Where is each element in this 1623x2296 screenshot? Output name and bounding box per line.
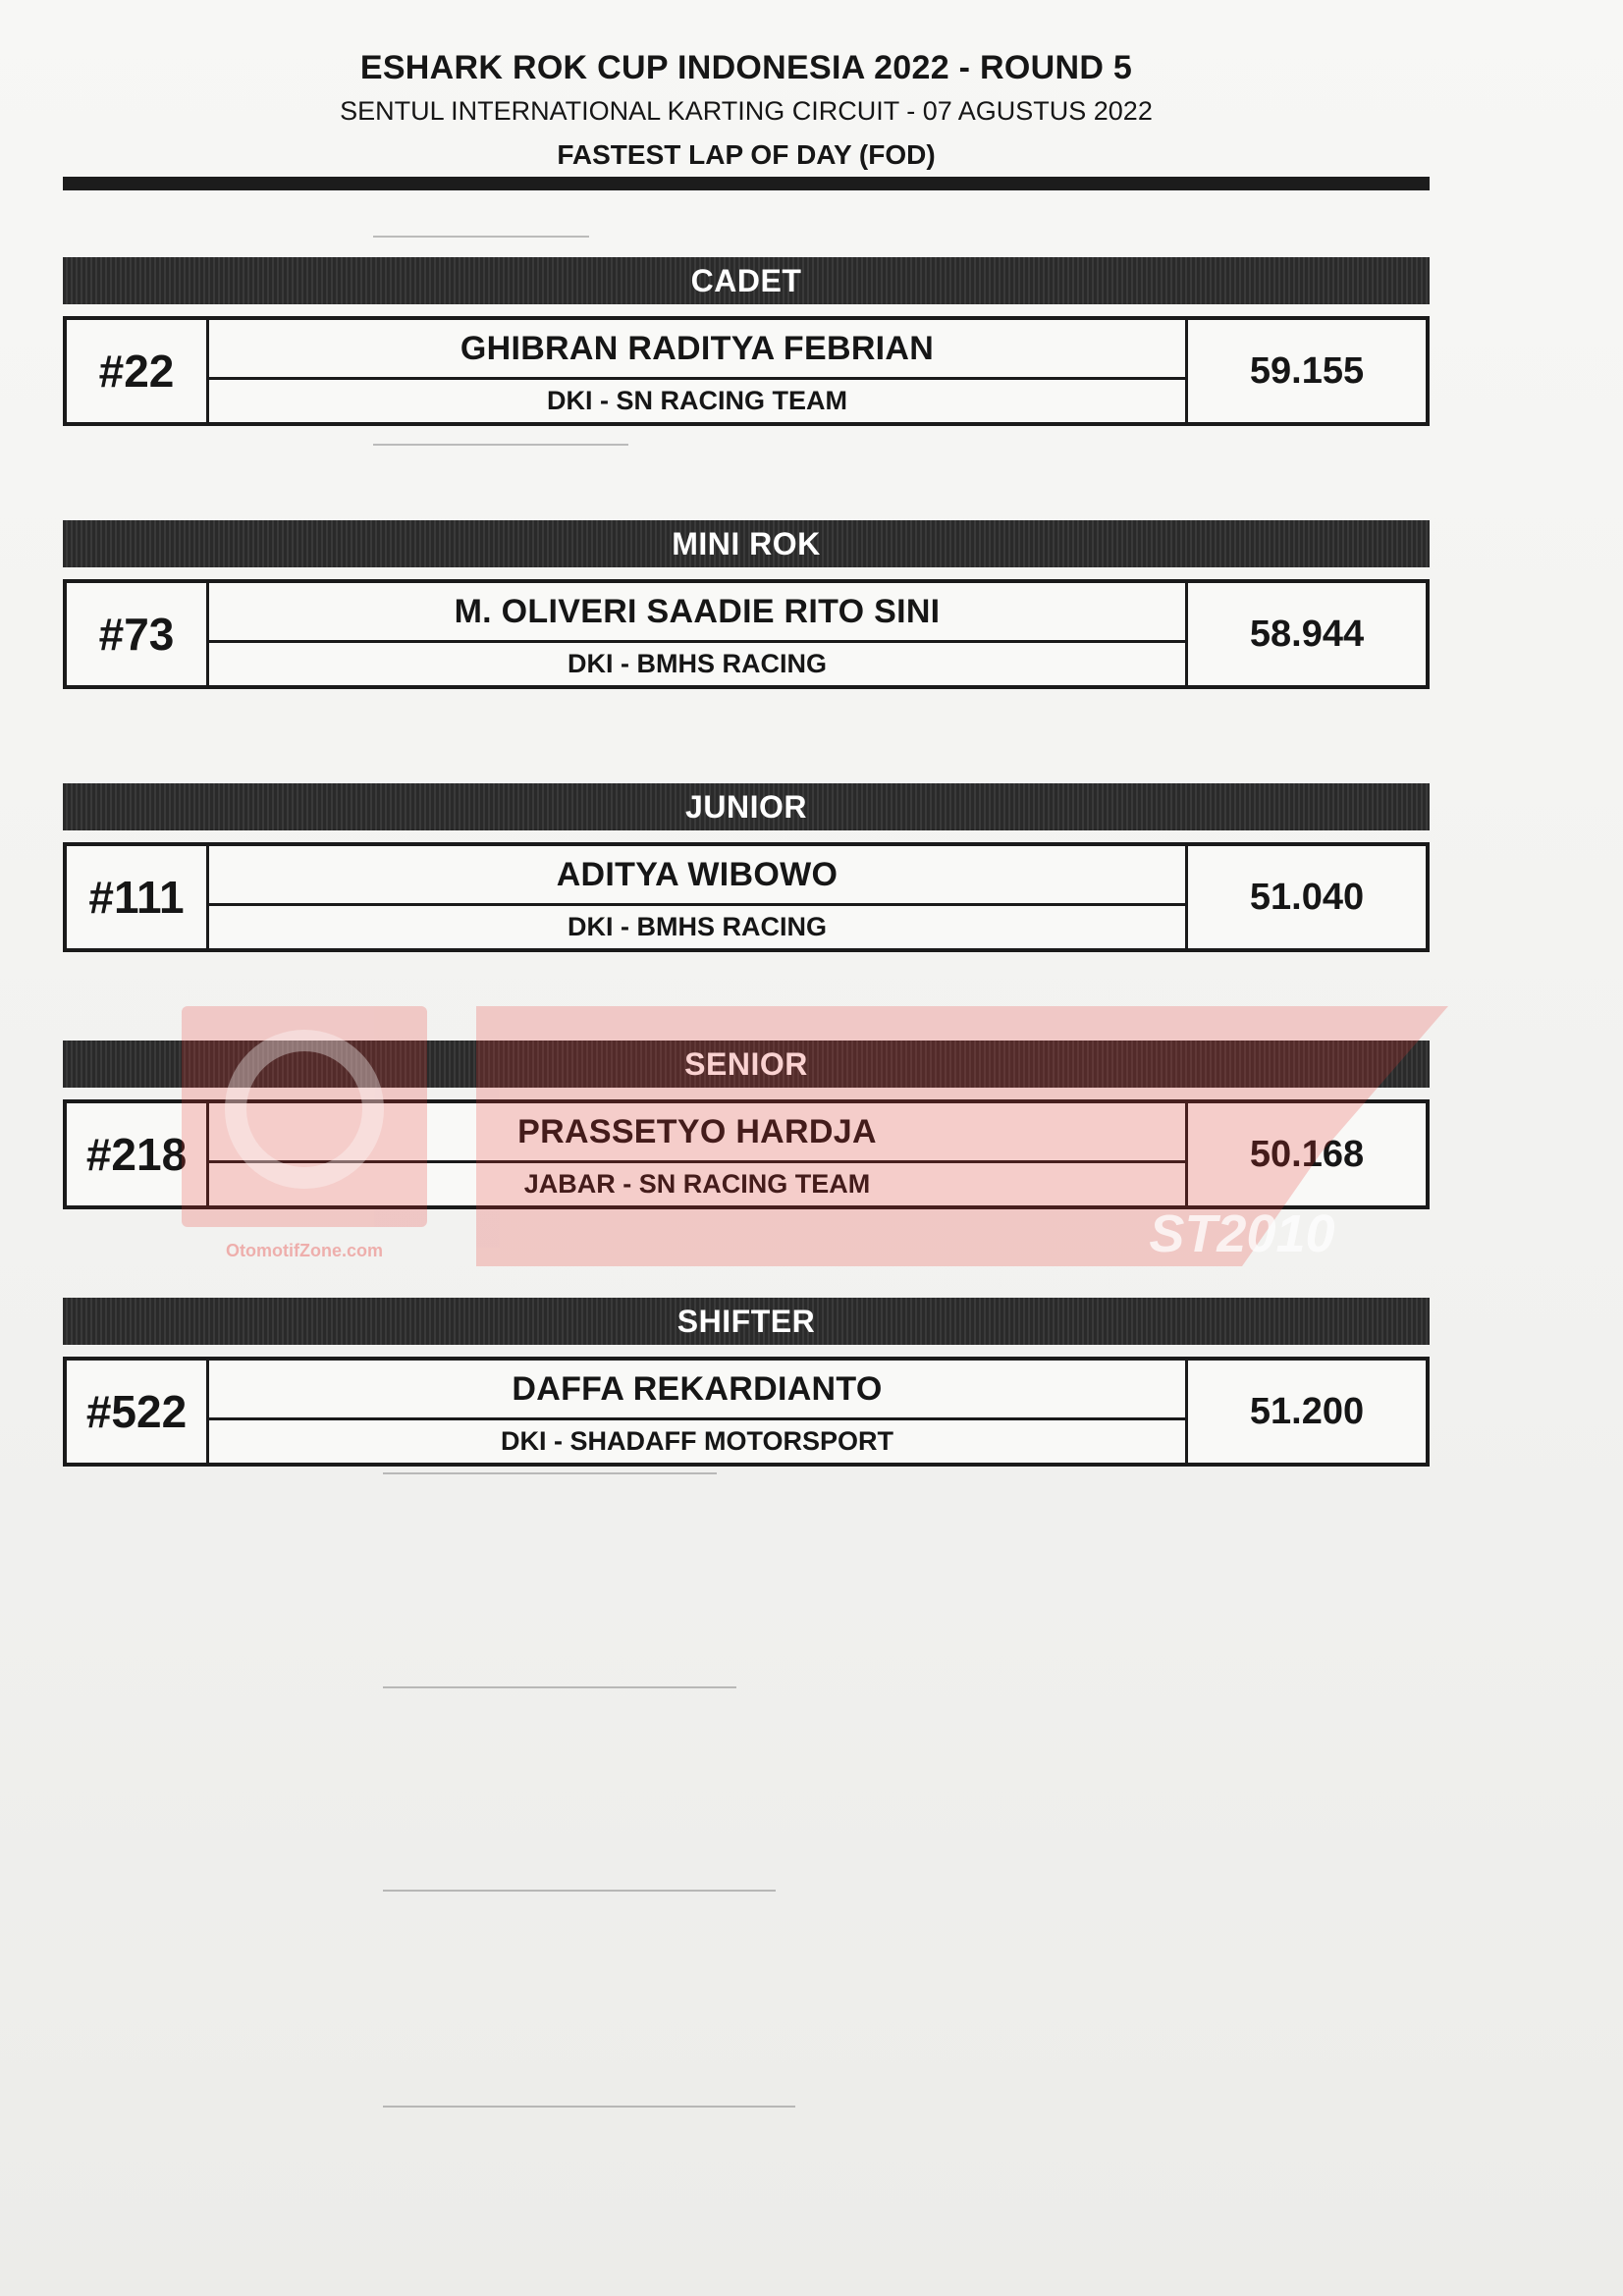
category-block-junior bbox=[63, 783, 1430, 952]
kart-number: #73 bbox=[67, 583, 209, 685]
kart-number: #218 bbox=[67, 1103, 209, 1205]
driver-info bbox=[209, 1361, 1188, 1463]
result-row bbox=[63, 316, 1430, 426]
scan-mark bbox=[383, 1686, 736, 1688]
driver-name: ADITYA WIBOWO bbox=[209, 846, 1185, 906]
driver-info bbox=[209, 583, 1188, 685]
category-title: SENIOR bbox=[63, 1041, 1430, 1088]
event-venue-date: SENTUL INTERNATIONAL KARTING CIRCUIT - 07 AGUSTUS 2022 bbox=[340, 96, 1153, 126]
section-title: FASTEST LAP OF DAY (FOD) bbox=[557, 139, 936, 170]
category-block-senior bbox=[63, 1041, 1430, 1209]
category-title: SHIFTER bbox=[63, 1298, 1430, 1345]
category-block-mini-rok bbox=[63, 520, 1430, 689]
scan-mark bbox=[383, 2106, 795, 2108]
lap-time: 58.944 bbox=[1249, 613, 1365, 655]
driver-info bbox=[209, 320, 1188, 422]
scan-mark bbox=[383, 1472, 717, 1474]
watermark-site-text: OtomotifZone.com bbox=[226, 1241, 383, 1260]
document-header bbox=[0, 39, 1492, 179]
kart-number: #522 bbox=[67, 1361, 209, 1463]
team-name: JABAR - SN RACING TEAM bbox=[523, 1169, 871, 1199]
header-divider bbox=[63, 177, 1430, 190]
category-block-shifter bbox=[63, 1298, 1430, 1467]
lap-time: 50.168 bbox=[1249, 1133, 1365, 1175]
result-row bbox=[63, 579, 1430, 689]
scan-mark bbox=[373, 236, 589, 238]
result-row bbox=[63, 842, 1430, 952]
driver-name: DAFFA REKARDIANTO bbox=[209, 1361, 1185, 1420]
driver-name: GHIBRAN RADITYA FEBRIAN bbox=[209, 320, 1185, 380]
driver-info bbox=[209, 846, 1188, 948]
team-name: DKI - SN RACING TEAM bbox=[547, 386, 847, 415]
kart-number: #111 bbox=[67, 846, 209, 948]
driver-name: M. OLIVERI SAADIE RITO SINI bbox=[209, 583, 1185, 643]
watermark-suffix-text: ST2010 bbox=[1149, 1204, 1335, 1263]
team-name: DKI - SHADAFF MOTORSPORT bbox=[501, 1426, 893, 1456]
category-block-cadet bbox=[63, 257, 1430, 426]
category-title: MINI ROK bbox=[63, 520, 1430, 567]
event-title: ESHARK ROK CUP INDONESIA 2022 - ROUND 5 bbox=[359, 49, 1133, 86]
kart-number: #22 bbox=[67, 320, 209, 422]
lap-time: 59.155 bbox=[1249, 349, 1365, 392]
team-name: DKI - BMHS RACING bbox=[568, 912, 827, 941]
lap-time: 51.040 bbox=[1249, 876, 1365, 918]
driver-info bbox=[209, 1103, 1188, 1205]
result-row bbox=[63, 1357, 1430, 1467]
scan-mark bbox=[383, 1890, 776, 1892]
category-title: CADET bbox=[63, 257, 1430, 304]
result-row bbox=[63, 1099, 1430, 1209]
lap-time: 51.200 bbox=[1249, 1390, 1365, 1432]
team-name: DKI - BMHS RACING bbox=[568, 649, 827, 678]
driver-name: PRASSETYO HARDJA bbox=[209, 1103, 1185, 1163]
category-title: JUNIOR bbox=[63, 783, 1430, 830]
scan-mark bbox=[373, 444, 628, 446]
